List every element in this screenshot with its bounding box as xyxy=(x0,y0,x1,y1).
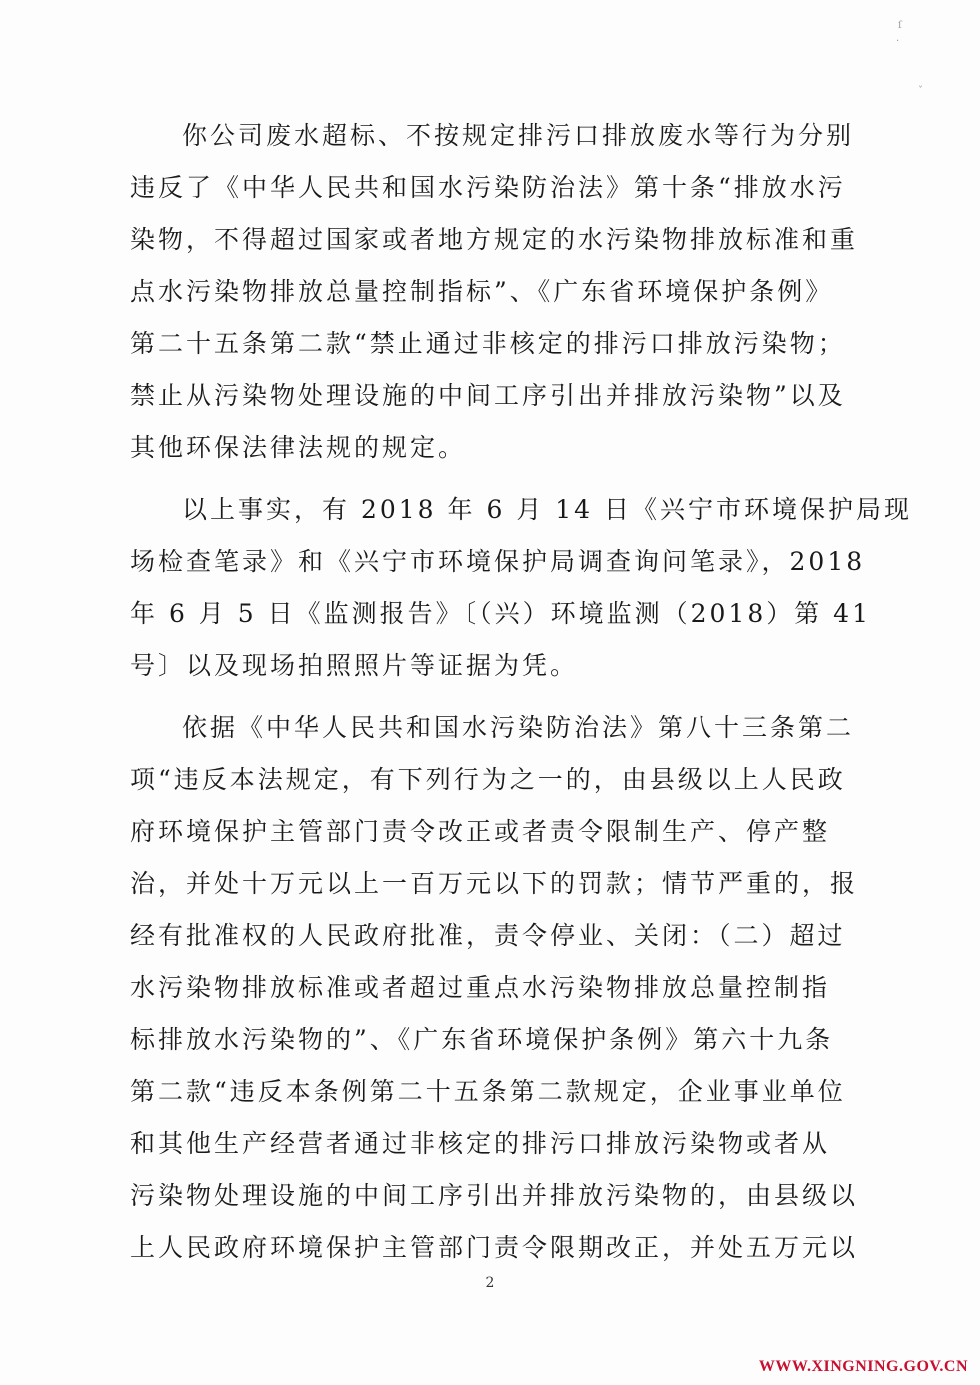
document-body xyxy=(130,110,913,1284)
text-line: 和其他生产经营者通过非核定的排污口排放污染物或者从 xyxy=(130,1129,831,1158)
text-line: 年 6 月 5 日《监测报告》〔（兴）环境监测（2018）第 41 xyxy=(130,599,871,628)
paragraph-legal-basis xyxy=(130,702,859,1274)
text-line: 以上事实，有 2018 年 6 月 14 日《兴宁市环境保护局现 xyxy=(182,495,913,524)
text-line: 项“违反本法规定，有下列行为之一的，由县级以上人民政 xyxy=(130,765,846,794)
text-line: 第二十五条第二款“禁止通过非核定的排污口排放污染物； xyxy=(130,329,846,358)
text-line: 禁止从污染物处理设施的中间工序引出并排放污染物”以及 xyxy=(130,381,846,410)
text-line: 治，并处十万元以上一百万元以下的罚款；情节严重的，报 xyxy=(130,869,859,898)
scan-artifact-mark: ˇ xyxy=(918,86,923,97)
text-line: 违反了《中华人民共和国水污染防治法》第十条“排放水污 xyxy=(130,173,846,202)
text-line: 水污染物排放标准或者超过重点水污染物排放总量控制指 xyxy=(130,973,831,1002)
text-line: 第二款“违反本条例第二十五条第二款规定，企业事业单位 xyxy=(130,1077,846,1106)
text-line: 依据《中华人民共和国水污染防治法》第八十三条第二 xyxy=(182,713,855,742)
text-line: 经有批准权的人民政府批准，责令停业、关闭：（二）超过 xyxy=(130,921,846,950)
text-line: 标排放水污染物的”、《广东省环境保护条例》第六十九条 xyxy=(130,1025,834,1054)
website-link[interactable]: WWW.XINGNING.GOV.CN xyxy=(758,1358,968,1375)
text-line: 场检查笔录》和《兴宁市环境保护局调查询问笔录》，2018 xyxy=(130,547,866,576)
text-line: 上人民政府环境保护主管部门责令限期改正，并处五万元以 xyxy=(130,1233,859,1262)
scan-artifact-mark: · xyxy=(896,36,900,47)
text-line: 染物，不得超过国家或者地方规定的水污染物排放标准和重 xyxy=(130,225,859,254)
text-line: 污染物处理设施的中间工序引出并排放污染物的，由县级以 xyxy=(130,1181,859,1210)
paragraph-evidence xyxy=(130,484,913,692)
text-line: 府环境保护主管部门责令改正或者责令限制生产、停产整 xyxy=(130,817,831,846)
paragraph-violation xyxy=(130,110,859,474)
text-line: 其他环保法律法规的规定。 xyxy=(130,433,467,462)
text-line: 号〕以及现场拍照照片等证据为凭。 xyxy=(130,651,579,680)
text-line: 点水污染物排放总量控制指标”、《广东省环境保护条例》 xyxy=(130,277,834,306)
text-line: 你公司废水超标、不按规定排污口排放废水等行为分别 xyxy=(182,121,855,150)
page-number: 2 xyxy=(485,1275,495,1291)
scan-artifact-mark: ſ xyxy=(898,20,902,31)
